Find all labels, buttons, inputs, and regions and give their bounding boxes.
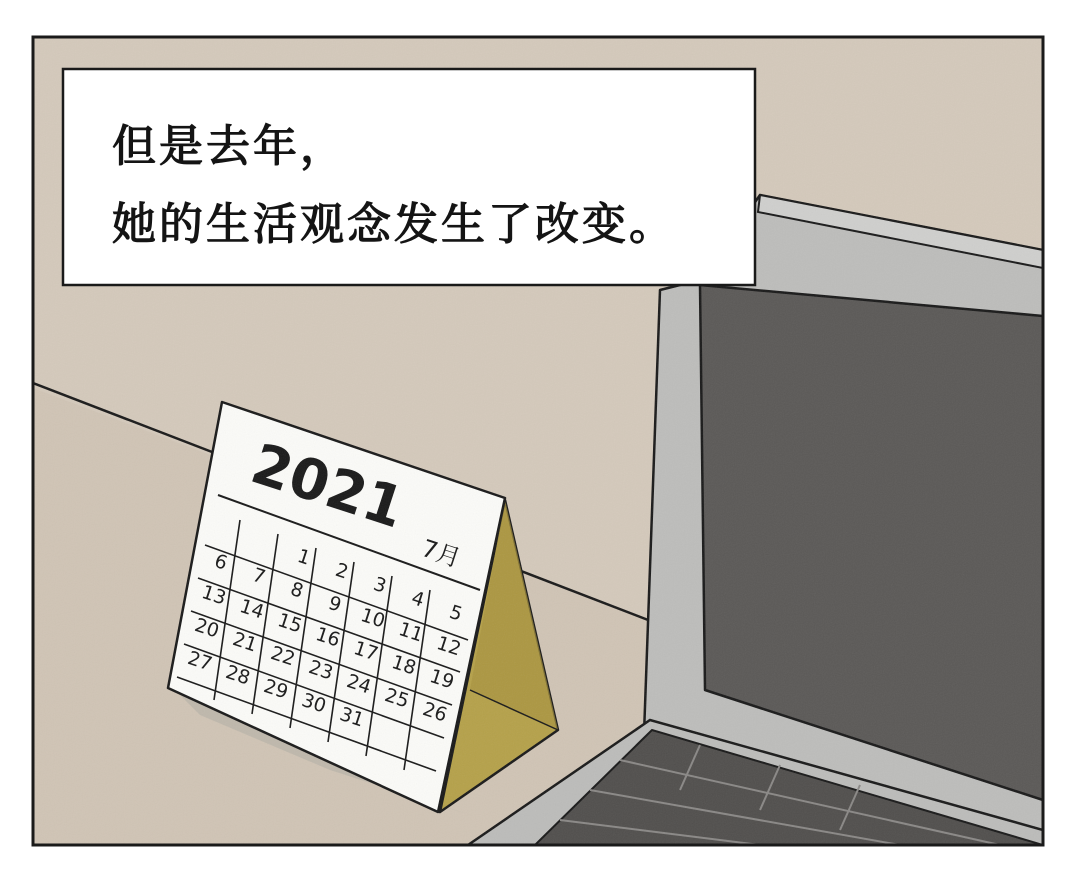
caption-line-2: 她的生活观念发生了改变。 [112, 199, 676, 250]
caption-line-1: 但是去年， [112, 121, 347, 172]
caption [112, 108, 732, 264]
